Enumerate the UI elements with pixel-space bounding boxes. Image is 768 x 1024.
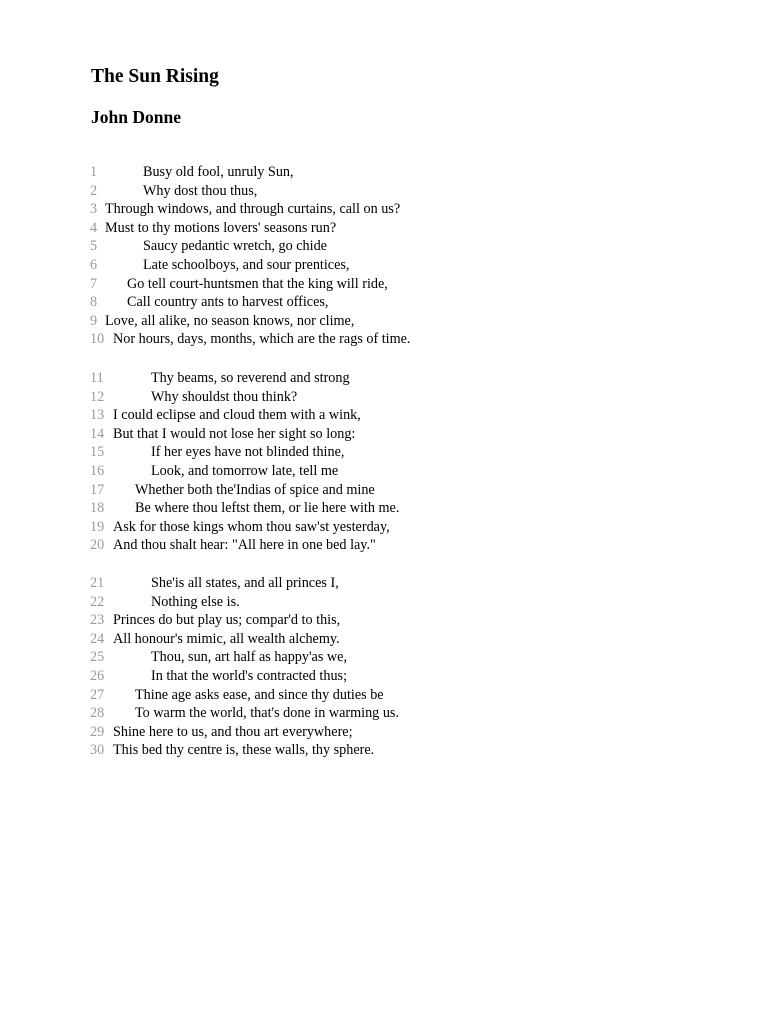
line-text: Saucy pedantic wretch, go chide	[143, 238, 327, 255]
poem-line	[90, 536, 690, 555]
poem-line	[90, 275, 690, 294]
line-number: 1	[90, 164, 98, 180]
line-text: Thou, sun, art half as happy'as we,	[151, 649, 348, 666]
poem-line	[90, 686, 690, 705]
stanza-3	[90, 574, 690, 760]
line-text: She'is all states, and all princes I,	[151, 575, 339, 591]
line-number: 14	[90, 425, 105, 442]
line-text: Thine age asks ease, and since thy duties be	[135, 686, 384, 703]
line-text: If her eyes have not blinded thine,	[151, 444, 345, 461]
line-number: 30	[90, 742, 105, 759]
line-text: Why shouldst thou think?	[151, 388, 298, 405]
line-text: Busy old fool, unruly Sun,	[143, 164, 294, 180]
poem-line	[90, 425, 690, 444]
line-text: Why dost thou thus,	[143, 182, 258, 199]
poem-line	[90, 723, 690, 742]
line-number: 17	[90, 481, 105, 498]
poem-line	[90, 237, 690, 256]
line-text: Love, all alike, no season knows, nor clime,	[105, 312, 355, 329]
poem-line	[90, 163, 690, 182]
poem-line	[90, 630, 690, 649]
line-text: I could eclipse and cloud them with a wink,	[113, 407, 361, 424]
line-text: Be where thou leftst them, or lie here with me.	[135, 500, 400, 517]
poem-line	[90, 741, 690, 760]
poem-line	[90, 574, 690, 593]
poem-line	[90, 200, 690, 219]
line-number: 24	[90, 630, 105, 647]
poem-line	[90, 256, 690, 275]
poem-line	[90, 462, 690, 481]
poem-line	[90, 182, 690, 201]
poem-line	[90, 611, 690, 630]
poem-line	[90, 443, 690, 462]
line-text: In that the world's contracted thus;	[151, 667, 348, 684]
line-text: Nor hours, days, months, which are the rags of time.	[113, 331, 411, 348]
line-number: 29	[90, 723, 105, 740]
poem-line	[90, 388, 690, 407]
line-number: 23	[90, 612, 105, 629]
line-number: 27	[90, 686, 105, 703]
line-number: 19	[90, 518, 105, 535]
line-text: Through windows, and through curtains, call on us?	[105, 201, 401, 218]
poem-line	[90, 518, 690, 537]
line-text: To warm the world, that's done in warming us.	[135, 705, 399, 722]
line-number: 7	[90, 275, 98, 292]
line-number: 13	[90, 407, 105, 424]
line-text: Late schoolboys, and sour prentices,	[143, 256, 350, 273]
line-text: All honour's mimic, all wealth alchemy.	[113, 630, 340, 647]
line-text: Must to thy motions lovers' seasons run?	[105, 219, 337, 236]
line-text: And thou shalt hear: "All here in one bed lay."	[113, 537, 376, 554]
line-number: 22	[90, 593, 105, 610]
stanza-1	[90, 163, 690, 349]
line-number: 4	[90, 219, 98, 236]
line-number: 11	[90, 370, 104, 386]
line-number: 28	[90, 705, 105, 722]
line-number: 6	[90, 256, 98, 273]
line-number: 25	[90, 649, 105, 666]
line-text: Thy beams, so reverend and strong	[151, 370, 350, 386]
poem-line	[90, 704, 690, 723]
poem-line	[90, 406, 690, 425]
line-text: Call country ants to harvest offices,	[127, 294, 329, 311]
line-number: 21	[90, 575, 105, 591]
poem-line	[90, 481, 690, 500]
line-text: This bed thy centre is, these walls, thy sphere.	[113, 742, 375, 759]
line-number: 12	[90, 388, 105, 405]
poem-line	[90, 667, 690, 686]
poem-line	[90, 312, 690, 331]
line-text: Ask for those kings whom thou saw'st yesterday,	[113, 518, 390, 535]
line-number: 16	[90, 462, 105, 479]
poem-line	[90, 369, 690, 388]
line-number: 5	[90, 238, 98, 255]
line-number: 20	[90, 537, 105, 554]
poem-line	[90, 219, 690, 238]
line-number: 8	[90, 294, 98, 311]
poem-author: John Donne	[91, 107, 181, 127]
poem-title: The Sun Rising	[91, 66, 219, 87]
line-number: 9	[90, 312, 98, 329]
line-text: Shine here to us, and thou art everywhere;	[113, 723, 353, 740]
stanza-2	[90, 369, 690, 555]
poem-line	[90, 330, 690, 349]
poem-line	[90, 593, 690, 612]
line-number: 3	[90, 201, 98, 218]
poem-line	[90, 293, 690, 312]
line-number: 10	[90, 331, 105, 348]
line-text: Whether both the'Indias of spice and mine	[135, 481, 375, 498]
line-number: 18	[90, 500, 105, 517]
line-number: 2	[90, 182, 98, 199]
line-text: Go tell court-huntsmen that the king will ride,	[127, 275, 388, 292]
line-text: But that I would not lose her sight so long:	[113, 425, 356, 442]
line-text: Princes do but play us; compar'd to this,	[113, 612, 341, 629]
line-number: 26	[90, 667, 105, 684]
poem-line	[90, 499, 690, 518]
poem-line	[90, 648, 690, 667]
line-number: 15	[90, 444, 105, 461]
line-text: Look, and tomorrow late, tell me	[151, 462, 339, 479]
line-text: Nothing else is.	[151, 593, 240, 610]
